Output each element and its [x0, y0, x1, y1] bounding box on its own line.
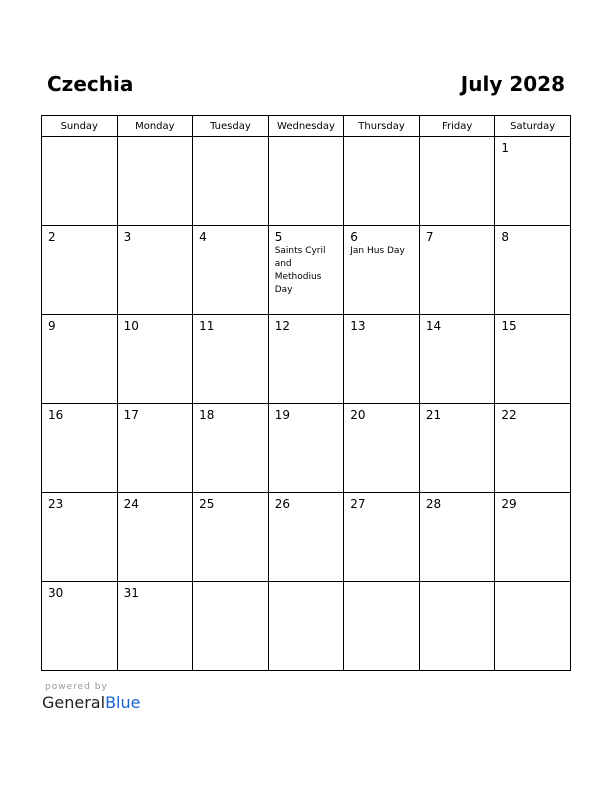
day-cell [117, 493, 193, 582]
day-cell [193, 404, 269, 493]
week-row [42, 582, 571, 671]
day-number: 23 [48, 497, 64, 511]
day-number: 13 [350, 319, 366, 333]
weekday-header: Saturday [495, 116, 571, 137]
week-row [42, 404, 571, 493]
day-number: 12 [274, 319, 290, 333]
day-number: 1 [501, 141, 510, 155]
day-number: 8 [501, 230, 510, 244]
day-cell [193, 137, 269, 226]
weekday-header: Tuesday [193, 116, 269, 137]
day-cell [344, 582, 420, 671]
brand-general-text: General [42, 693, 106, 712]
month-year-title: July 2028 [460, 72, 565, 96]
day-cell [42, 226, 118, 315]
day-number: 22 [501, 408, 517, 422]
day-cell [42, 404, 118, 493]
day-cell [193, 315, 269, 404]
country-title: Czechia [47, 72, 134, 96]
day-cell [268, 226, 344, 315]
day-cell [42, 137, 118, 226]
day-number: 14 [425, 319, 442, 333]
day-cell [268, 404, 344, 493]
day-number: 19 [274, 408, 290, 422]
day-cell [344, 315, 420, 404]
day-cell [193, 582, 269, 671]
day-number: 2 [48, 230, 56, 244]
day-number: 5 [274, 230, 283, 244]
week-row [42, 226, 571, 315]
day-number: 30 [48, 586, 64, 600]
week-row [42, 493, 571, 582]
day-number: 29 [501, 497, 517, 511]
day-cell [268, 493, 344, 582]
holiday-label: Saints Cyril and Methodius Day [274, 246, 326, 295]
day-number: 10 [123, 319, 139, 333]
weekday-header: Friday [419, 116, 495, 137]
day-cell [495, 137, 571, 226]
holiday-label: Jan Hus Day [350, 246, 405, 256]
day-number: 3 [123, 230, 132, 244]
day-cell [495, 404, 571, 493]
day-number: 16 [48, 408, 64, 422]
day-cell [193, 493, 269, 582]
week-row [42, 315, 571, 404]
weekday-header: Monday [117, 116, 193, 137]
brand-logo[interactable] [42, 693, 140, 713]
day-cell [344, 404, 420, 493]
day-cell [42, 315, 118, 404]
day-cell [117, 226, 193, 315]
day-cell [419, 582, 495, 671]
day-cell [419, 137, 495, 226]
day-cell [344, 226, 420, 315]
day-number: 21 [425, 408, 442, 422]
day-cell [268, 315, 344, 404]
day-cell [42, 493, 118, 582]
day-cell [344, 493, 420, 582]
week-row [42, 137, 571, 226]
day-number: 7 [425, 230, 434, 244]
day-number: 6 [350, 230, 358, 244]
day-cell [495, 315, 571, 404]
weekday-header: Wednesday [268, 116, 344, 137]
day-number: 9 [48, 319, 56, 333]
day-cell [117, 404, 193, 493]
day-number: 20 [350, 408, 366, 422]
day-cell [344, 137, 420, 226]
day-number: 28 [425, 497, 442, 511]
day-cell [419, 404, 495, 493]
day-cell [117, 137, 193, 226]
day-cell [495, 493, 571, 582]
day-number: 11 [199, 319, 215, 333]
weekday-header: Thursday [344, 116, 420, 137]
day-cell [268, 582, 344, 671]
day-number: 24 [123, 497, 139, 511]
weekday-header-row [42, 116, 571, 137]
day-number: 27 [350, 497, 366, 511]
day-number: 26 [274, 497, 290, 511]
day-number: 18 [199, 408, 215, 422]
day-cell [193, 226, 269, 315]
powered-by-label: powered by [45, 682, 108, 692]
day-cell [42, 582, 118, 671]
weekday-header: Sunday [42, 116, 118, 137]
day-number: 15 [501, 319, 517, 333]
day-cell [419, 493, 495, 582]
day-cell [117, 315, 193, 404]
calendar-grid [41, 115, 571, 671]
day-cell [495, 582, 571, 671]
day-cell [419, 226, 495, 315]
day-number: 17 [123, 408, 139, 422]
day-number: 31 [123, 586, 139, 600]
brand-blue-text: Blue [105, 693, 141, 712]
day-cell [419, 315, 495, 404]
day-number: 4 [199, 230, 207, 244]
day-cell [117, 582, 193, 671]
day-cell [495, 226, 571, 315]
day-number: 25 [199, 497, 215, 511]
day-cell [268, 137, 344, 226]
